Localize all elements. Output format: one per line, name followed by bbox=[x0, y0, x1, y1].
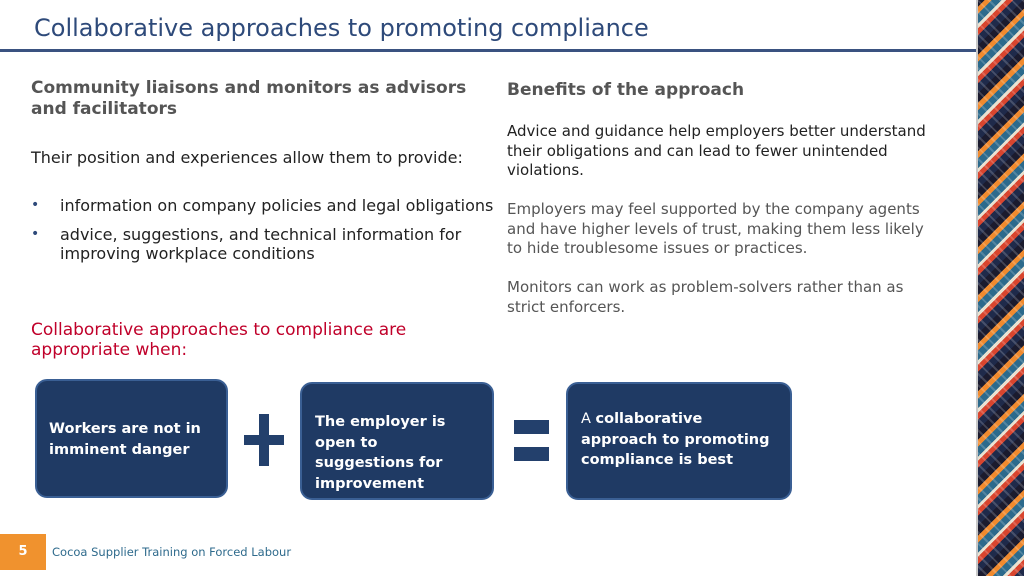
decorative-textile-pattern bbox=[978, 0, 1024, 576]
condition-box-workers-safe: Workers are not in imminent danger bbox=[35, 379, 228, 498]
list-item bbox=[31, 225, 496, 263]
footer-text: Cocoa Supplier Training on Forced Labour bbox=[52, 545, 292, 559]
left-heading: Community liaisons and monitors as advisors and facilitators bbox=[31, 78, 467, 119]
provide-list bbox=[31, 196, 496, 273]
list-item bbox=[31, 196, 496, 215]
benefits-heading: Benefits of the approach bbox=[507, 80, 745, 100]
slide-title: Collaborative approaches to promoting compliance bbox=[34, 14, 649, 42]
bullet-icon: • bbox=[31, 197, 40, 213]
page-number-badge: 5 bbox=[0, 534, 46, 570]
bullet-icon: • bbox=[31, 226, 40, 242]
benefit-paragraph: Monitors can work as problem-solvers rather than as strict enforcers. bbox=[507, 278, 904, 316]
list-item-text: advice, suggestions, and technical information for improving workplace conditions bbox=[60, 225, 462, 263]
plus-icon bbox=[244, 414, 284, 466]
list-item-text: information on company policies and legal obligations bbox=[60, 196, 494, 215]
condition-box-employer-open: The employer is open to suggestions for improvement bbox=[300, 382, 494, 500]
result-prefix: A bbox=[581, 411, 596, 427]
benefit-paragraph: Advice and guidance help employers better understand their obligations and can lead to fewer unintended violations. bbox=[507, 122, 926, 179]
left-intro: Their position and experiences allow them to provide: bbox=[31, 148, 463, 167]
benefit-paragraph: Employers may feel supported by the company agents and have higher levels of trust, making them less likely to hide troublesome issues or practices. bbox=[507, 200, 924, 257]
title-divider bbox=[0, 49, 978, 52]
equals-icon bbox=[514, 420, 549, 462]
conditions-heading: Collaborative approaches to compliance are appropriate when: bbox=[31, 320, 407, 360]
result-text: collaborative approach to promoting compliance is best bbox=[581, 411, 770, 468]
result-box-collaborative-approach bbox=[566, 382, 792, 500]
